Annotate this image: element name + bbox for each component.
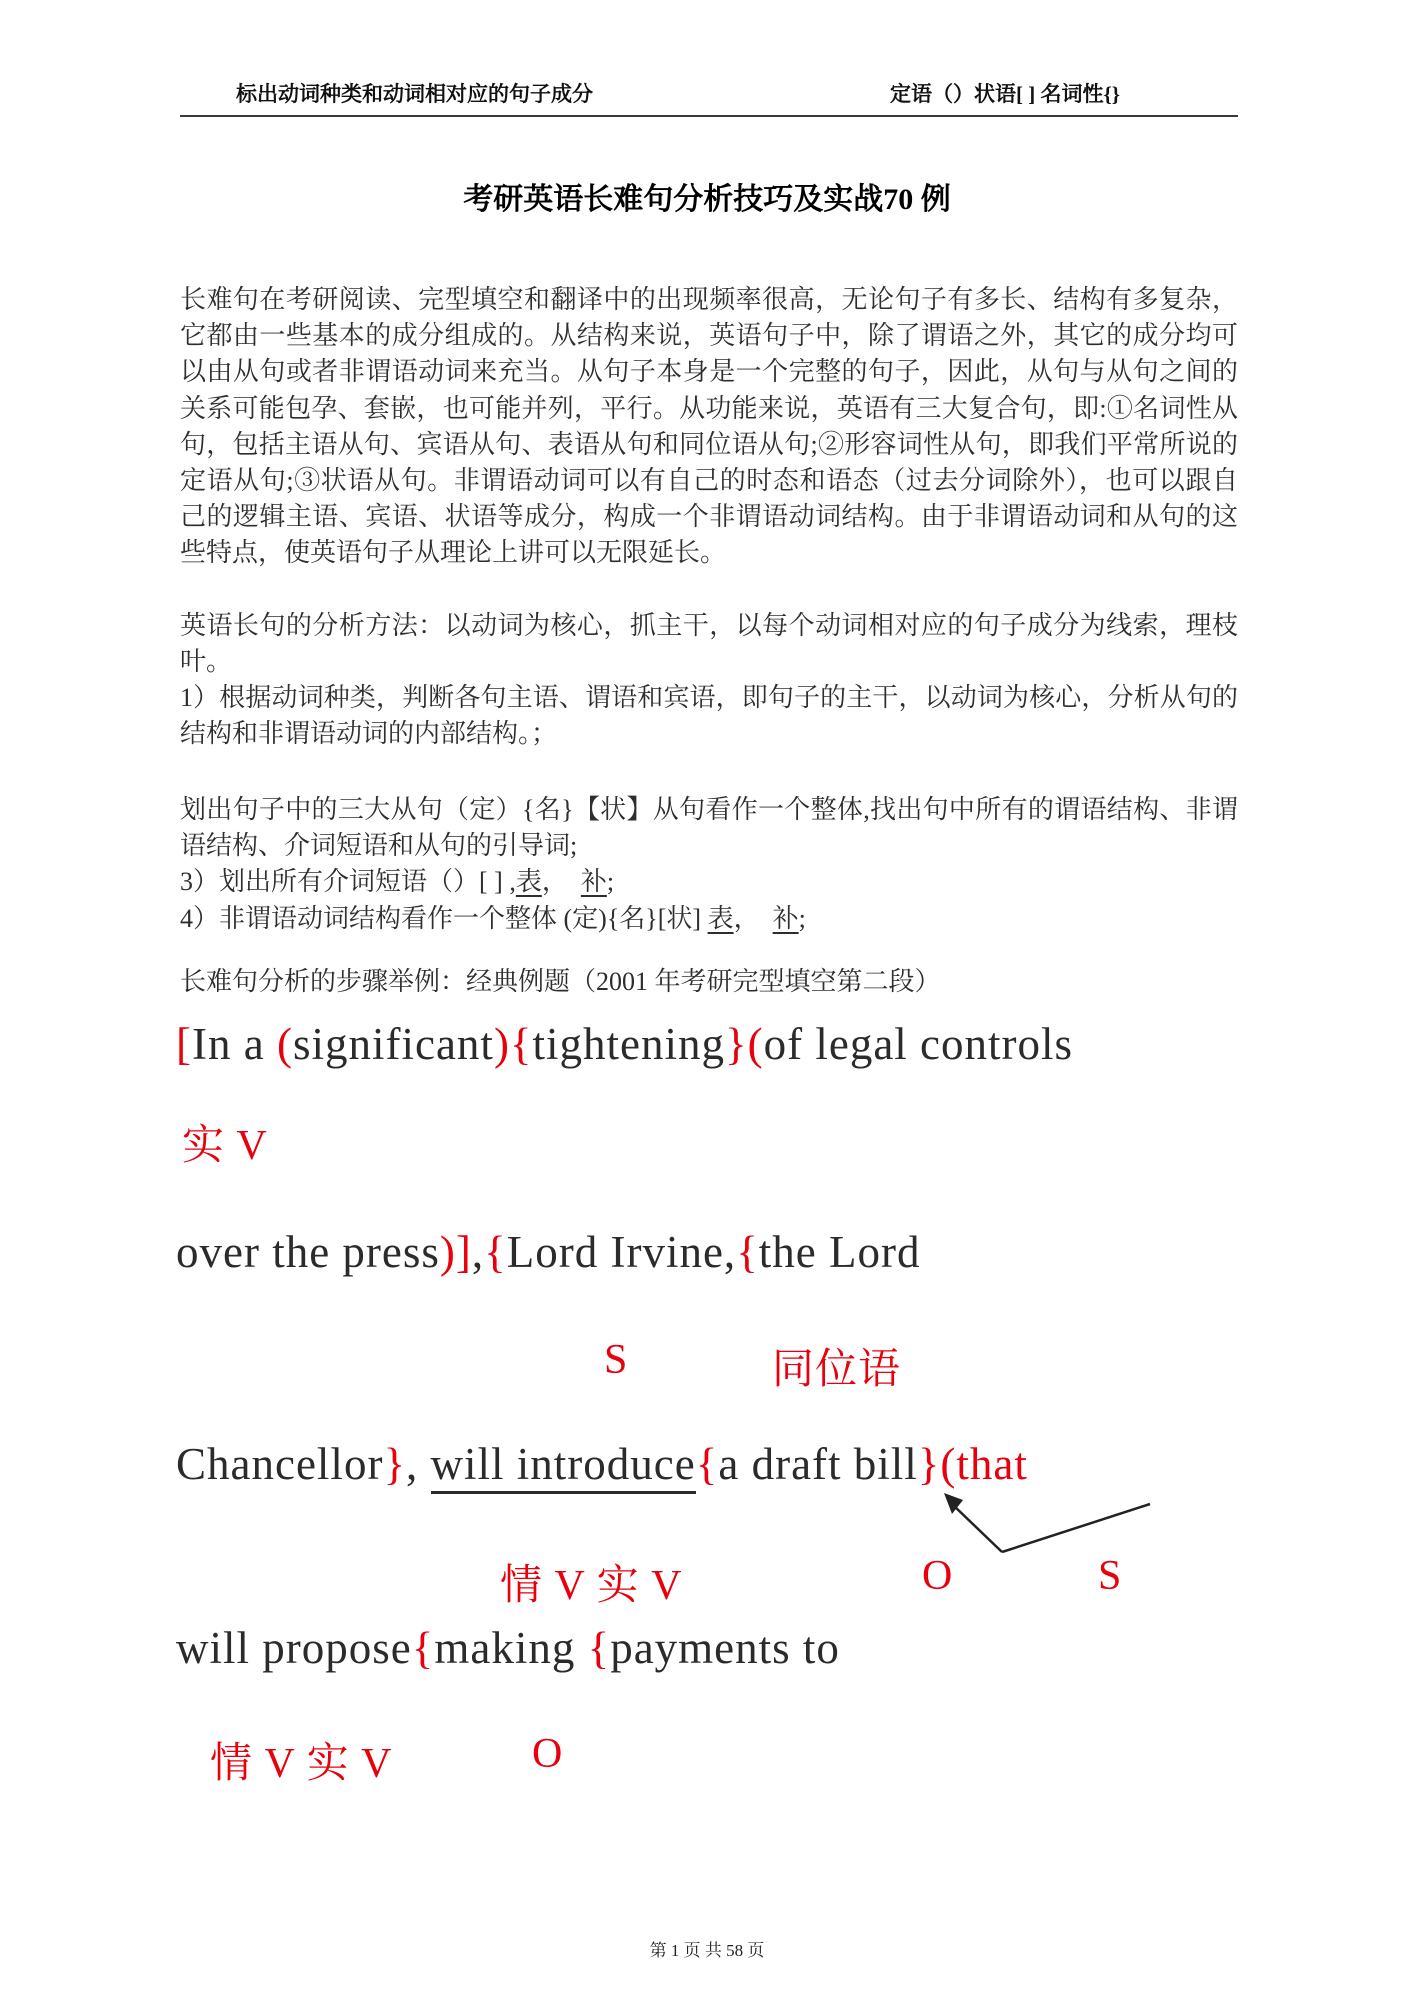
step-3-text: 3）划出所有介词短语（）[ ] ,: [180, 867, 516, 897]
brace-open: {: [484, 1227, 507, 1277]
paren-bracket-close: )]: [439, 1227, 472, 1277]
page-header: [180, 78, 1238, 117]
brace-close: }: [383, 1439, 407, 1489]
sentence-text: over the press: [176, 1227, 440, 1277]
header-right-text: 定语（）状语[ ] 名词性{}: [889, 82, 1120, 106]
sentence-text: In a: [192, 1019, 277, 1069]
step-3: [180, 864, 1238, 900]
sentence-text: Chancellor: [176, 1439, 384, 1489]
method-paragraph: 英语长句的分析方法：以动词为核心，抓主干，以每个动词相对应的句子成分为线索，理枝叶。: [180, 611, 1238, 677]
label-qing-v-shi-v: 情 V 实 V: [210, 1741, 393, 1787]
label-o: O: [922, 1553, 954, 1599]
brace-open: {: [736, 1227, 759, 1277]
step-1: 1）根据动词种类，判断各句主语、谓语和宾语，即句子的主干，以动词为核心，分析从句的结构和非谓语动词的内部结构。；: [180, 683, 1238, 749]
page-number-footer: 第 1 页 共 58 页: [649, 1941, 765, 1960]
sentence-text: payments to: [610, 1623, 840, 1673]
step-4: [180, 901, 1238, 937]
label-row-qv-o: [180, 1730, 1280, 1800]
step-4-end: ;: [798, 903, 806, 933]
step-3-separator: ，: [541, 867, 581, 897]
step-3-bu-underlined: 补: [580, 867, 607, 897]
label-o: O: [532, 1731, 564, 1777]
brace-paren: }(: [725, 1019, 764, 1069]
label-row-s-appositive: [180, 1336, 1280, 1406]
bracket-open: [: [176, 1019, 192, 1069]
sentence-line-3: [176, 1438, 1028, 1490]
sentence-text: Lord Irvine,: [506, 1227, 737, 1277]
paren-open: (: [276, 1019, 293, 1069]
verb-underlined: will introduce: [431, 1439, 696, 1494]
step-4-separator: ，: [733, 903, 773, 933]
brace-open: {: [587, 1623, 611, 1673]
comma: ,: [471, 1227, 485, 1277]
label-row-qv-o-s: [180, 1552, 1280, 1622]
step-4-text: 4）非谓语动词结构看作一个整体 (定){名}[状]: [180, 903, 708, 933]
step-3-biao-underlined: 表: [515, 867, 542, 897]
example-caption: 长难句分析的步骤举例：经典例题（2001 年考研完型填空第二段）: [180, 967, 941, 996]
header-left-text: 标出动词种类和动词相对应的句子成分: [236, 82, 593, 106]
steps-list: [180, 792, 1238, 937]
step-2: 划出句子中的三大从句（定）{名}【状】从句看作一个整体,找出句中所有的谓语结构、非谓语结构、介词短语和从句的引导词;: [180, 795, 1238, 861]
label-appositive: 同位语: [772, 1347, 902, 1393]
sentence-line-1: [176, 1018, 1073, 1070]
label-qing-v-shi-v: 情 V 实 V: [500, 1563, 683, 1609]
paren-brace: ){: [493, 1019, 533, 1069]
intro-paragraph: 长难句在考研阅读、完型填空和翻译中的出现频率很高，无论句子有多长、结构有多复杂，它都由一些基本的成分组成的。从结构来说，英语句子中，除了谓语之外，其它的成分均可以由从句或者非谓语动词来充当。从句子本身是一个完整的句子，因此，从句与从句之间的关系可能包孕、套嵌，也可能并列，平行。从功能来说，英语有三大复合句，即:①名词性从句，包括主语从句、宾语从句、表语从句和同位语从句;②形容词性从句，即我们平常所说的定语从句;③状语从句。非谓语动词可以有自己的时态和语态（过去分词除外），也可以跟自己的逻辑主语、宾语、状语等成分，构成一个非谓语动词结构。由于非谓语动词和从句的这些特点，使英语句子从理论上讲可以无限延长。: [180, 285, 1238, 568]
sentence-text: of legal controls: [763, 1019, 1074, 1069]
step-4-biao-underlined: 表: [707, 903, 734, 933]
step-3-end: ;: [606, 867, 615, 897]
sentence-text: will propose: [176, 1623, 412, 1673]
comma: ,: [406, 1439, 431, 1489]
sentence-text: a draft bill: [718, 1439, 918, 1489]
brace-open: {: [411, 1623, 435, 1673]
sentence-text: the Lord: [758, 1227, 921, 1277]
sentence-text: significant: [292, 1019, 494, 1069]
label-s: S: [604, 1337, 629, 1383]
brace-paren-that: }(that: [917, 1439, 1028, 1489]
label-s: S: [1098, 1553, 1123, 1599]
page-title: 考研英语长难句分析技巧及实战70 例: [463, 183, 951, 216]
sentence-line-2: [176, 1226, 921, 1278]
sentence-text: making: [434, 1623, 588, 1673]
sentence-line-4: [176, 1622, 840, 1674]
step-4-bu-underlined: 补: [772, 903, 799, 933]
brace-open: {: [695, 1439, 719, 1489]
sentence-text: tightening: [532, 1019, 726, 1069]
label-shi-v: 实 V: [182, 1123, 268, 1169]
